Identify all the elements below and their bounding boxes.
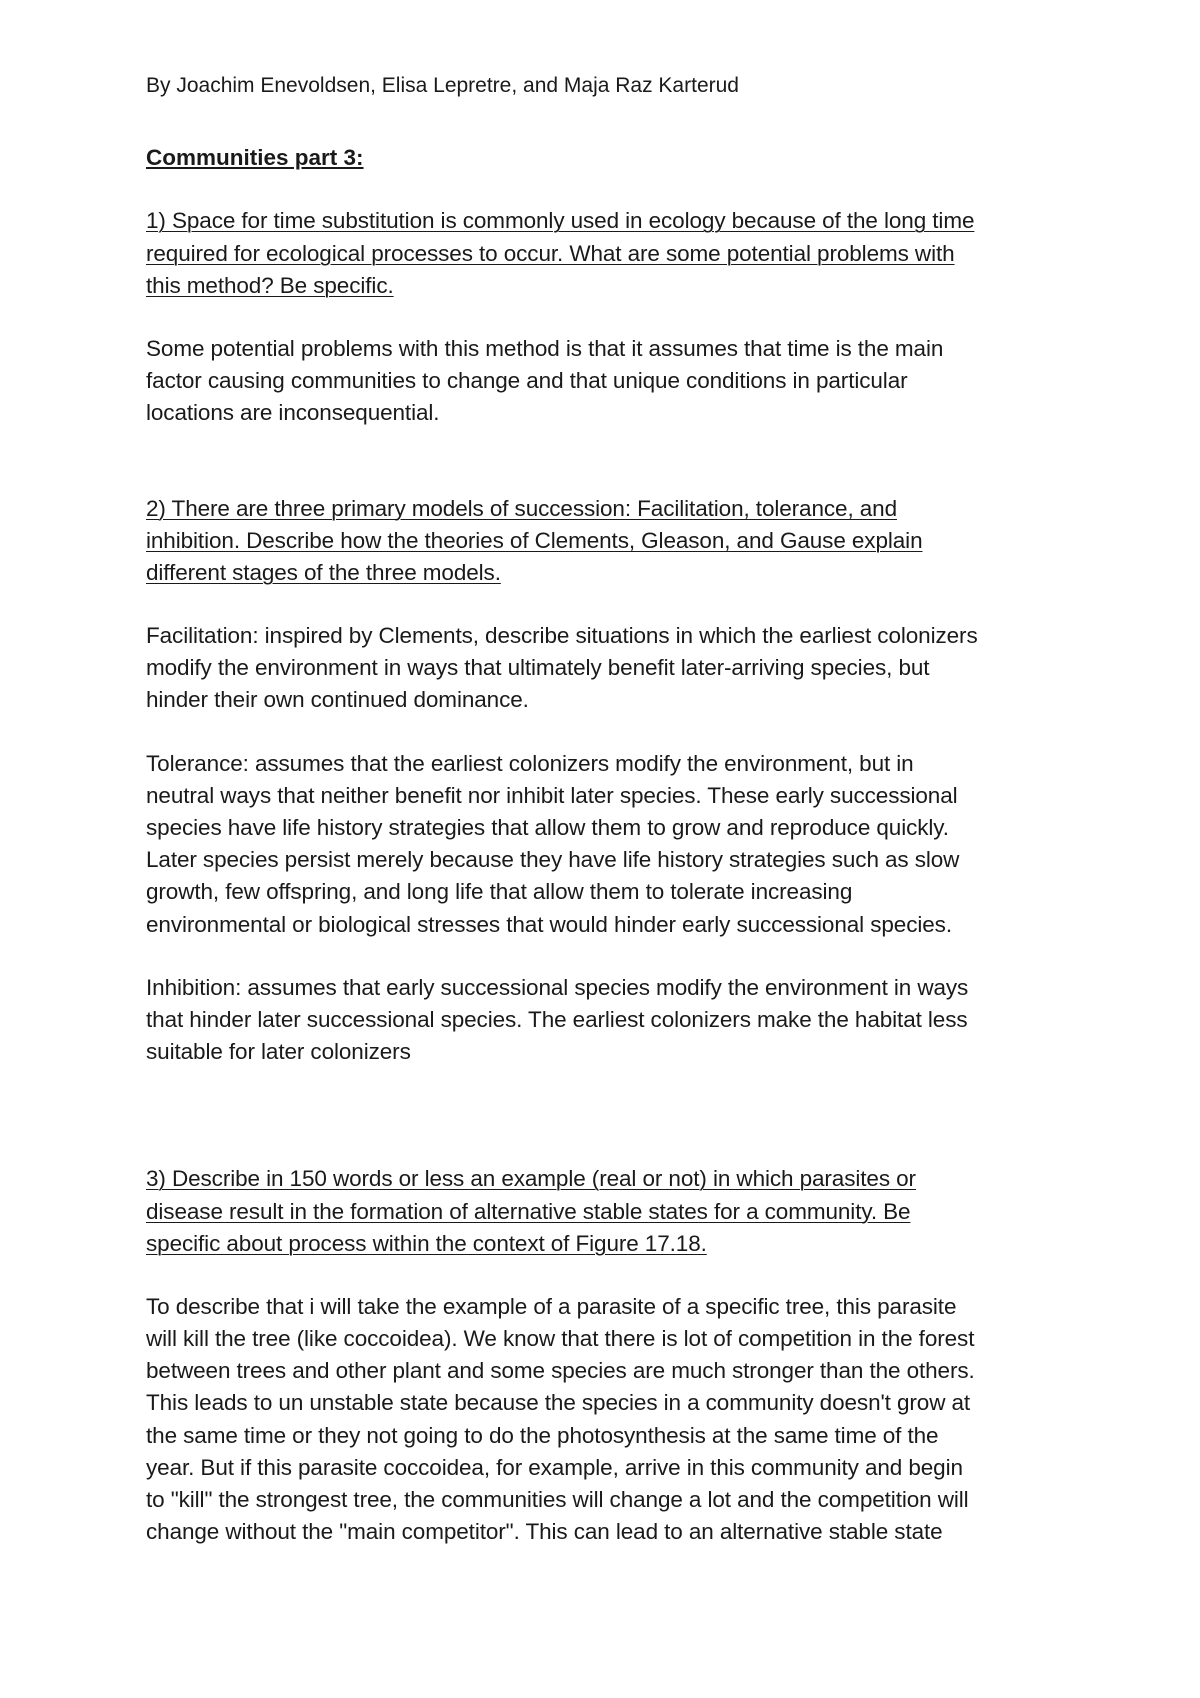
answer-2-tolerance <box>146 748 1076 941</box>
page-title: Communities part 3: <box>146 145 364 171</box>
tolerance-line: Later species persist merely because they have life history strategies such as slow <box>146 847 960 873</box>
answer-3-line: to "kill" the strongest tree, the communities will change a lot and the competition will <box>146 1487 969 1512</box>
tolerance-line: growth, few offspring, and long life that allow them to tolerate increasing <box>146 879 853 905</box>
inhibition-line: that hinder later successional species. The earliest colonizers make the habitat less <box>146 1006 968 1032</box>
inhibition-line: Inhibition: assumes that early successional species modify the environment in ways <box>146 974 969 1000</box>
answer-1-line: locations are inconsequential. <box>146 400 440 426</box>
question-3-line: specific about process within the context of Figure 17.18. <box>146 1230 707 1256</box>
answer-2-facilitation <box>146 620 1076 717</box>
inhibition-line: suitable for later colonizers <box>146 1039 411 1065</box>
facilitation-line: modify the environment in ways that ultimately benefit later-arriving species, but <box>146 655 930 681</box>
tolerance-line: neutral ways that neither benefit nor inhibit later species. These early successional <box>146 782 958 808</box>
question-3-line: 3) Describe in 150 words or less an example (real or not) in which parasites or <box>146 1166 916 1192</box>
question-2-line: 2) There are three primary models of succession: Facilitation, tolerance, and <box>146 495 897 521</box>
question-2 <box>146 493 1076 590</box>
answer-3-line: will kill the tree (like coccoidea). We know that there is lot of competition in the forest <box>146 1326 975 1352</box>
facilitation-line: Facilitation: inspired by Clements, describe situations in which the earliest colonizers <box>146 623 978 649</box>
question-1 <box>146 205 1076 302</box>
answer-3-line: between trees and other plant and some species are much stronger than the others. <box>146 1358 975 1384</box>
answer-1 <box>146 333 1076 430</box>
answer-3-line: the same time or they not going to do the photosynthesis at the same time of the <box>146 1422 939 1448</box>
question-3-line: disease result in the formation of alternative stable states for a community. Be <box>146 1198 911 1224</box>
question-2-line: inhibition. Describe how the theories of Clements, Gleason, and Gause explain <box>146 527 923 553</box>
answer-3-line: This leads to un unstable state because the species in a community doesn't grow at <box>146 1390 971 1416</box>
question-1-line: required for ecological processes to occur. What are some potential problems with <box>146 240 955 266</box>
answer-3-line: change without the "main competitor". This can lead to an alternative stable state <box>146 1519 943 1545</box>
answer-3 <box>146 1291 1076 1549</box>
tolerance-line: species have life history strategies that allow them to grow and reproduce quickly. <box>146 815 949 840</box>
tolerance-line: Tolerance: assumes that the earliest colonizers modify the environment, but in <box>146 750 914 776</box>
facilitation-line: hinder their own continued dominance. <box>146 687 529 713</box>
answer-2-inhibition <box>146 972 1076 1069</box>
answer-3-line: To describe that i will take the example of a parasite of a specific tree, this parasite <box>146 1293 957 1319</box>
question-2-line: different stages of the three models. <box>146 559 501 585</box>
author-line: By Joachim Enevoldsen, Elisa Lepretre, and Maja Raz Karterud <box>146 74 739 97</box>
document-body <box>146 70 1076 1548</box>
tolerance-line: environmental or biological stresses that would hinder early successional species. <box>146 911 952 937</box>
question-3 <box>146 1163 1076 1260</box>
answer-1-line: Some potential problems with this method is that it assumes that time is the main <box>146 335 944 361</box>
answer-3-line: year. But if this parasite coccoidea, for example, arrive in this community and begin <box>146 1454 963 1480</box>
question-1-line: 1) Space for time substitution is commonly used in ecology because of the long time <box>146 208 975 234</box>
answer-1-line: factor causing communities to change and that unique conditions in particular <box>146 368 908 394</box>
question-1-line: this method? Be specific. <box>146 272 394 298</box>
